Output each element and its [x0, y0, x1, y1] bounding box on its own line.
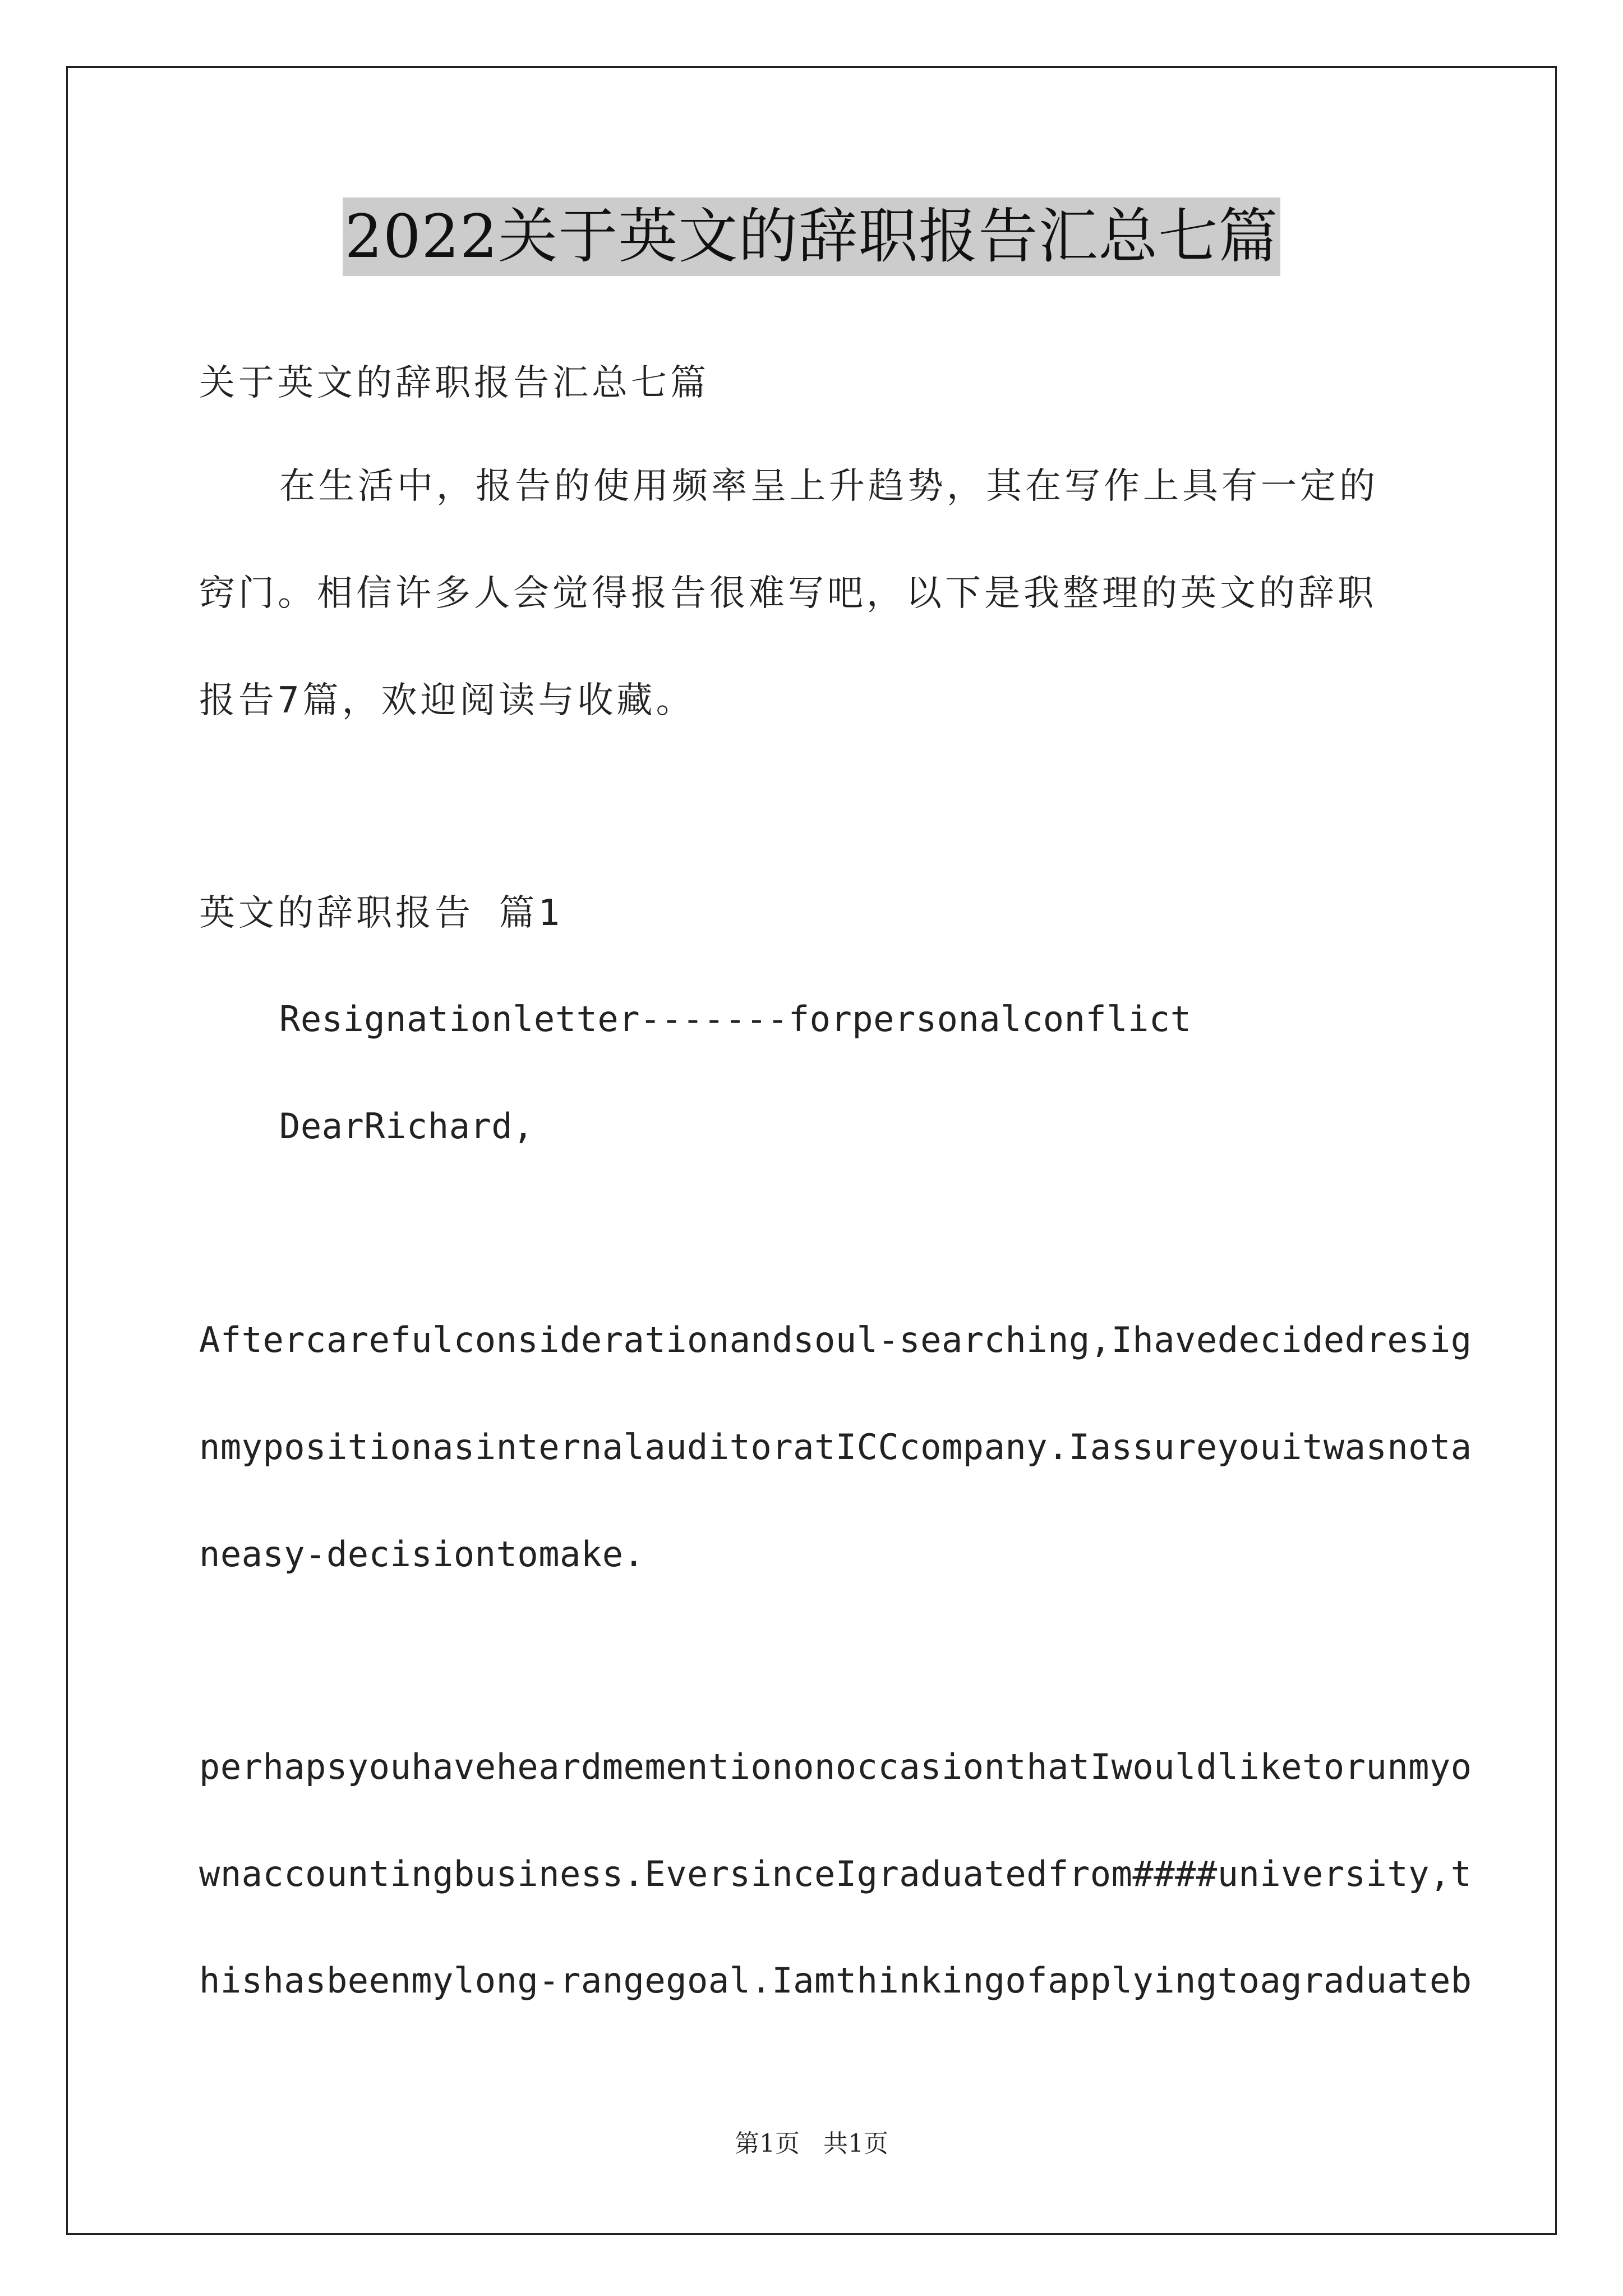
- document-title: 2022关于英文的辞职报告汇总七篇: [343, 197, 1281, 276]
- paragraph2-line-2: wnaccountingbusiness.EversinceIgraduatedfrom####university,t: [199, 1853, 1472, 1894]
- intro-line-3: 报告7篇，欢迎阅读与收藏。: [199, 680, 695, 721]
- paragraph1-line-2: nmypositionasinternalauditoratICCcompany.Iassureyouitwasnota: [199, 1427, 1472, 1467]
- salutation: DearRichard,: [279, 1106, 534, 1147]
- page-number-current: 第1页: [735, 2129, 800, 2158]
- title-container: [0, 197, 1623, 276]
- intro-line-1: 在生活中，报告的使用频率呈上升趋势，其在写作上具有一定的: [279, 466, 1378, 507]
- paragraph1-line-1: Aftercarefulconsiderationandsoul-searching,Ihavedecidedresig: [199, 1319, 1472, 1360]
- paragraph1-line-3: neasy-decisiontomake.: [199, 1534, 645, 1575]
- section-heading: 英文的辞职报告 篇1: [199, 892, 564, 934]
- paragraph2-line-1: perhapsyouhaveheardmementiononoccasionthatIwouldliketorunmyo: [199, 1746, 1472, 1787]
- document-subtitle: 关于英文的辞职报告汇总七篇: [199, 362, 709, 404]
- intro-line-2: 窍门。相信许多人会觉得报告很难写吧，以下是我整理的英文的辞职: [199, 573, 1377, 614]
- paragraph2-line-3: hishasbeenmylong-rangegoal.Iamthinkingofapplyingtoagraduateb: [199, 1960, 1472, 2001]
- page-footer: [0, 2123, 1623, 2159]
- letter-title: Resignationletter-------forpersonalconflict: [279, 999, 1192, 1039]
- page-number-total: 共1页: [823, 2129, 888, 2158]
